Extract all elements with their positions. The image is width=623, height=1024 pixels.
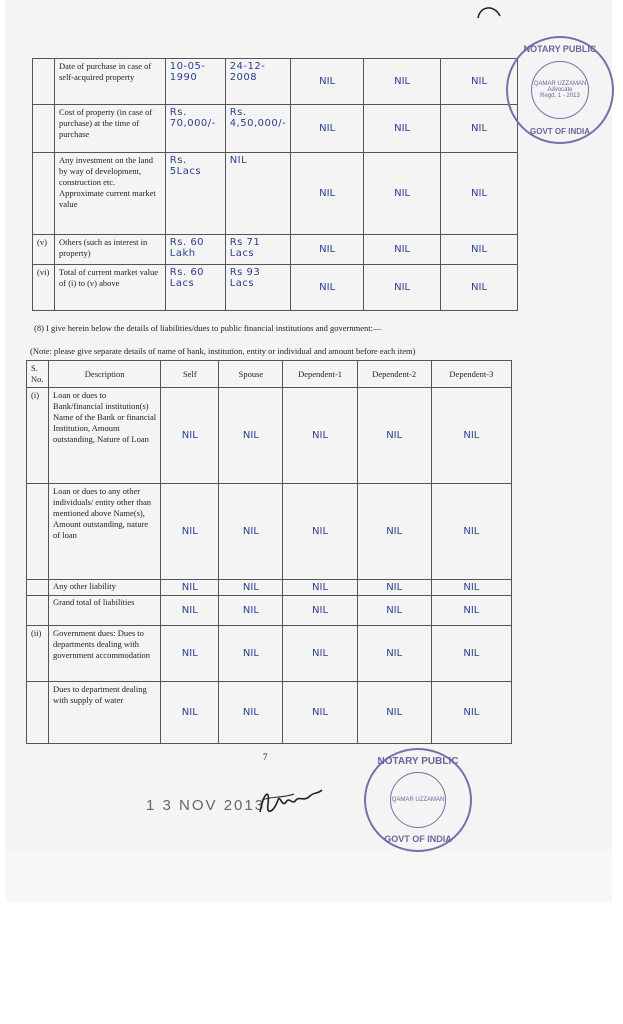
liability-row-description: Loan or dues to Bank/financial institution(s) Name of the Bank or financial Institution, Amount outstanding, Nature of Loan	[49, 388, 161, 484]
header-sn: S. No.	[27, 361, 49, 388]
liability-self-value: NIL	[161, 626, 219, 682]
liability-dependent-1-value: NIL	[283, 580, 357, 596]
corner-mark-icon	[474, 2, 504, 20]
liabilities-table	[26, 360, 512, 744]
asset-row-label: Date of purchase in case of self-acquired property	[54, 59, 165, 105]
asset-dependent-1-value: NIL	[291, 59, 364, 105]
liability-dependent-3-value: NIL	[431, 596, 511, 626]
stamp-inner	[531, 61, 589, 119]
asset-self-value: Rs. 60 Lakh	[165, 235, 225, 265]
liability-dependent-1-value: NIL	[283, 626, 357, 682]
stamp-inner	[390, 772, 446, 828]
asset-self-value: 10-05-1990	[165, 59, 225, 105]
liability-self-value: NIL	[161, 388, 219, 484]
stamp-ring-top-text: NOTARY PUBLIC	[377, 756, 459, 767]
asset-spouse-value: Rs 71 Lacs	[225, 235, 291, 265]
asset-row	[33, 105, 518, 153]
asset-dependent-3-value: NIL	[441, 105, 518, 153]
liability-row-sn: (ii)	[27, 626, 49, 682]
liability-row-sn	[27, 580, 49, 596]
stamp-name: QAMAR UZZAMAN	[391, 797, 445, 803]
liability-spouse-value: NIL	[219, 596, 283, 626]
header-spouse: Spouse	[219, 361, 283, 388]
asset-spouse-value: 24-12-2008	[225, 59, 291, 105]
liability-dependent-3-value: NIL	[431, 626, 511, 682]
liability-dependent-1-value: NIL	[283, 682, 357, 744]
asset-dependent-1-value: NIL	[291, 235, 364, 265]
liability-self-value: NIL	[161, 596, 219, 626]
asset-row	[33, 265, 518, 311]
asset-dependent-3-value: NIL	[441, 59, 518, 105]
liability-spouse-value: NIL	[219, 682, 283, 744]
section-8-heading: (8) I give herein below the details of liabilities/dues to public financial institutions and government:—	[34, 323, 382, 333]
liability-row-sn	[27, 484, 49, 580]
liability-row	[27, 626, 512, 682]
asset-row-sn: (v)	[33, 235, 55, 265]
asset-row-sn	[33, 59, 55, 105]
asset-row-sn	[33, 153, 55, 235]
liability-row	[27, 596, 512, 626]
asset-row-sn: (vi)	[33, 265, 55, 311]
header-description: Description	[49, 361, 161, 388]
page-number: 7	[263, 752, 268, 762]
assets-table	[32, 58, 518, 311]
liability-row	[27, 484, 512, 580]
stamp-ring-bottom-text: GOVT OF INDIA	[530, 127, 590, 136]
liability-dependent-2-value: NIL	[357, 682, 431, 744]
liability-dependent-3-value: NIL	[431, 682, 511, 744]
asset-row-label: Total of current market value of (i) to (v) above	[54, 265, 165, 311]
liability-dependent-1-value: NIL	[283, 484, 357, 580]
asset-row-label: Any investment on the land by way of development, construction etc. Approximate current market value	[54, 153, 165, 235]
liability-dependent-2-value: NIL	[357, 596, 431, 626]
liability-row-description: Grand total of liabilities	[49, 596, 161, 626]
signature-image	[254, 782, 326, 822]
liability-dependent-2-value: NIL	[357, 388, 431, 484]
liability-row-sn	[27, 682, 49, 744]
liability-row	[27, 682, 512, 744]
asset-row	[33, 153, 518, 235]
asset-dependent-3-value: NIL	[441, 235, 518, 265]
liability-row	[27, 580, 512, 596]
notary-stamp-bottom	[364, 748, 472, 852]
stamp-reg: Regd. 1 - 2013	[540, 93, 580, 99]
liability-spouse-value: NIL	[219, 388, 283, 484]
liability-row-description: Any other liability	[49, 580, 161, 596]
asset-row	[33, 59, 518, 105]
asset-dependent-3-value: NIL	[441, 265, 518, 311]
stamp-sub: Advocate	[547, 87, 573, 93]
liability-row-sn: (i)	[27, 388, 49, 484]
page-bottom-strip	[5, 850, 612, 902]
asset-spouse-value: Rs. 4,50,000/-	[225, 105, 291, 153]
notary-stamp-top	[506, 36, 614, 144]
asset-dependent-2-value: NIL	[364, 105, 441, 153]
asset-dependent-2-value: NIL	[364, 59, 441, 105]
liability-dependent-2-value: NIL	[357, 626, 431, 682]
stamp-ring-bottom-text: GOVT OF INDIA	[384, 834, 452, 844]
liability-dependent-3-value: NIL	[431, 484, 511, 580]
asset-dependent-1-value: NIL	[291, 265, 364, 311]
asset-dependent-2-value: NIL	[364, 265, 441, 311]
stamp-name: QAMAR UZZAMAN	[533, 81, 587, 87]
liability-row-description: Loan or dues to any other individuals/ entity other than mentioned above Name(s), Amount outstanding, nature of loan	[49, 484, 161, 580]
liability-dependent-2-value: NIL	[357, 580, 431, 596]
liability-row	[27, 388, 512, 484]
liability-dependent-3-value: NIL	[431, 388, 511, 484]
liability-self-value: NIL	[161, 682, 219, 744]
header-dependent-2: Dependent-2	[357, 361, 431, 388]
liability-row-description: Dues to department dealing with supply of water	[49, 682, 161, 744]
asset-spouse-value: Rs 93 Lacs	[225, 265, 291, 311]
asset-row	[33, 235, 518, 265]
asset-self-value: Rs. 70,000/-	[165, 105, 225, 153]
liability-spouse-value: NIL	[219, 580, 283, 596]
liability-row-sn	[27, 596, 49, 626]
header-self: Self	[161, 361, 219, 388]
asset-self-value: Rs. 5Lacs	[165, 153, 225, 235]
liability-dependent-1-value: NIL	[283, 596, 357, 626]
liability-dependent-2-value: NIL	[357, 484, 431, 580]
liability-spouse-value: NIL	[219, 484, 283, 580]
asset-self-value: Rs. 60 Lacs	[165, 265, 225, 311]
date-stamp: 1 3 NOV 2013	[146, 797, 266, 814]
liability-dependent-3-value: NIL	[431, 580, 511, 596]
header-dependent-1: Dependent-1	[283, 361, 357, 388]
asset-row-label: Cost of property (in case of purchase) at the time of purchase	[54, 105, 165, 153]
asset-row-sn	[33, 105, 55, 153]
asset-spouse-value: NIL	[225, 153, 291, 235]
asset-dependent-2-value: NIL	[364, 153, 441, 235]
liability-self-value: NIL	[161, 484, 219, 580]
liability-dependent-1-value: NIL	[283, 388, 357, 484]
asset-dependent-3-value: NIL	[441, 153, 518, 235]
liability-self-value: NIL	[161, 580, 219, 596]
header-dependent-3: Dependent-3	[431, 361, 511, 388]
liability-spouse-value: NIL	[219, 626, 283, 682]
asset-dependent-1-value: NIL	[291, 153, 364, 235]
asset-dependent-2-value: NIL	[364, 235, 441, 265]
stamp-ring-top-text: NOTARY PUBLIC	[523, 44, 597, 54]
liability-row-description: Government dues: Dues to departments dealing with government accommodation	[49, 626, 161, 682]
note-text: (Note: please give separate details of name of bank, institution, entity or individual and amount before each item)	[30, 346, 416, 356]
asset-dependent-1-value: NIL	[291, 105, 364, 153]
asset-row-label: Others (such as interest in property)	[54, 235, 165, 265]
